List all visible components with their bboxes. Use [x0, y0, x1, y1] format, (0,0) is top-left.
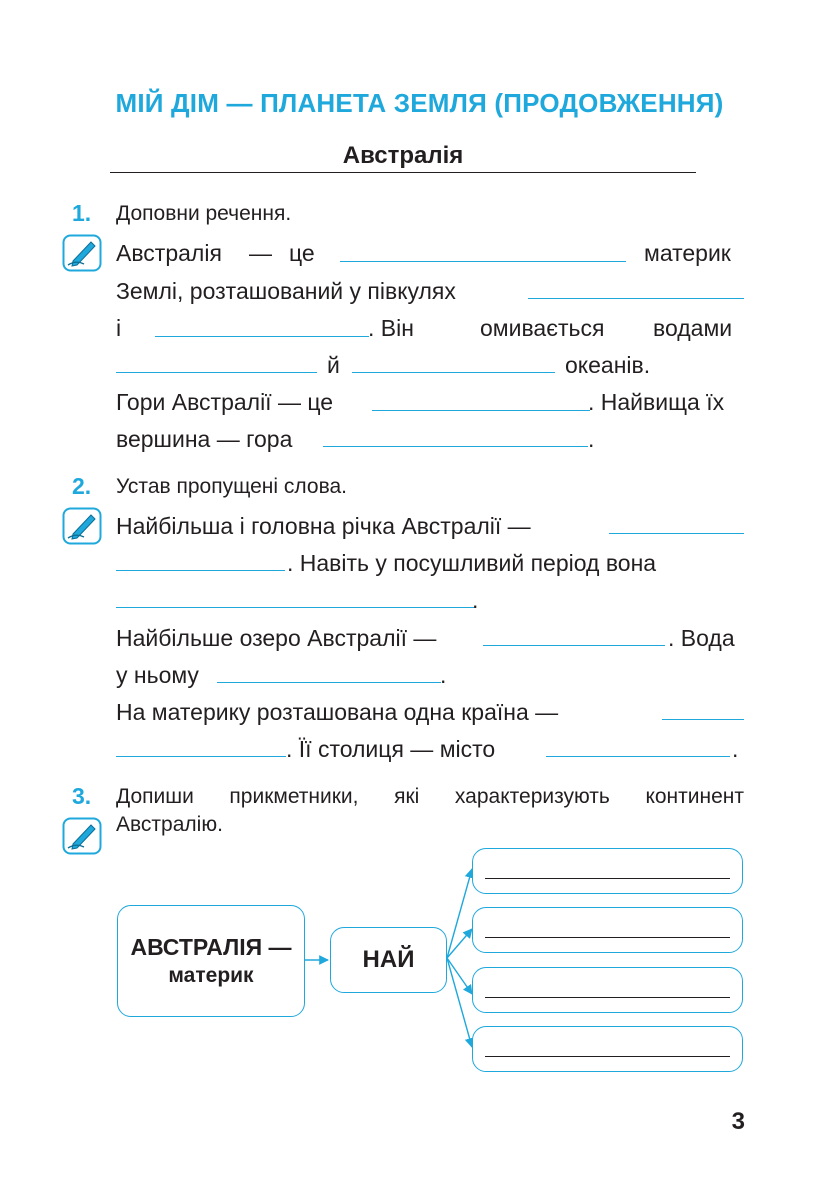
sentence-text: .	[472, 587, 479, 613]
answer-box[interactable]	[472, 907, 743, 953]
sentence-text: —	[249, 240, 272, 266]
topic-title: Австралія	[342, 142, 464, 169]
sentence-text: .	[440, 662, 447, 688]
answer-box[interactable]	[472, 967, 743, 1013]
answer-line[interactable]	[485, 937, 730, 938]
sentence-text: . Вода	[668, 625, 735, 651]
task-number: 1.	[72, 200, 92, 226]
arrow-to-answer-4	[447, 958, 472, 1047]
main-concept-box	[117, 905, 305, 1017]
task-instruction: Допиши прикметники, які характеризують континент	[116, 785, 744, 808]
answer-box[interactable]	[472, 848, 743, 894]
answer-box[interactable]	[472, 1026, 743, 1072]
sentence-text: Найбільша і головна річка Австралії —	[116, 513, 531, 539]
sentence-text: це	[289, 240, 315, 266]
answer-line[interactable]	[485, 997, 730, 998]
sentence-text: омивається	[480, 315, 605, 341]
sentence-text: .	[588, 426, 595, 452]
sentence-text: у ньому	[116, 662, 199, 688]
sentence-text: . Він	[368, 315, 414, 341]
prefix-label: НАЙ	[362, 946, 415, 973]
arrow-to-answer-3	[447, 958, 472, 994]
sentence-text: .	[732, 736, 739, 762]
task-instruction: Австралію.	[116, 813, 223, 836]
answer-line[interactable]	[485, 1056, 730, 1057]
sentence-text: й	[327, 352, 340, 378]
prefix-box	[330, 927, 447, 993]
sentence-text: Найбільше озеро Австралії —	[116, 625, 437, 651]
sentence-text: . Навіть у посушливий період вона	[287, 550, 657, 576]
answer-line[interactable]	[485, 878, 730, 879]
main-concept-line2: материк	[168, 964, 254, 987]
sentence-text: . Найвища їх	[588, 389, 725, 415]
sentence-text: океанів.	[565, 352, 651, 378]
page-number: 3	[731, 1108, 745, 1135]
sentence-text: водами	[653, 315, 733, 341]
sentence-text: Землі, розташований у півкулях	[116, 278, 456, 304]
arrow-to-answer-1	[447, 869, 472, 958]
sentence-text: материк	[644, 240, 731, 266]
task-number: 2.	[72, 473, 92, 499]
sentence-text: вершина — гора	[116, 426, 293, 452]
task-instruction: Устав пропущені слова.	[116, 475, 348, 498]
main-concept-line1: АВСТРАЛІЯ —	[130, 934, 292, 960]
section-title: МІЙ ДІМ — ПЛАНЕТА ЗЕМЛЯ (ПРОДОВЖЕННЯ)	[115, 88, 724, 118]
sentence-text: Австралія	[116, 240, 222, 266]
sentence-text: . Її столиця — місто	[286, 736, 496, 762]
task-instruction: Доповни речення.	[116, 202, 292, 225]
sentence-text: і	[116, 315, 122, 341]
task-number: 3.	[72, 783, 92, 809]
sentence-text: Гори Австралії — це	[116, 389, 334, 415]
sentence-text: На материку розташована одна країна —	[116, 699, 559, 725]
